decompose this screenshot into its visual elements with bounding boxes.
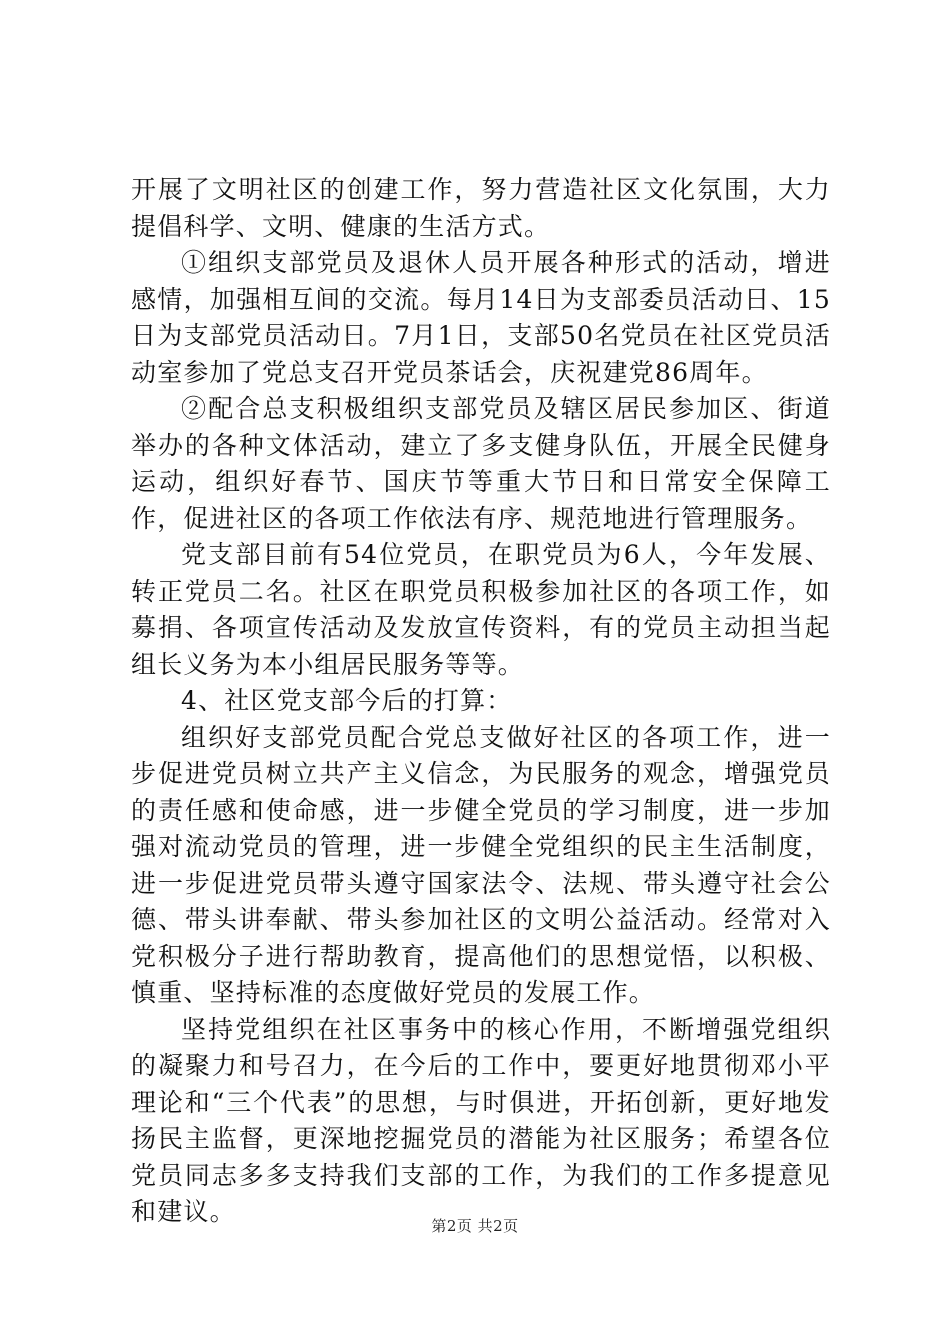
paragraph-1: 开展了文明社区的创建工作，努力营造社区文化氛围，大力提倡科学、文明、健康的生活方式。 (131, 175, 831, 241)
paragraph-5: 组织好支部党员配合党总支做好社区的各项工作，进一步促进党员树立共产主义信念，为民服务的观念，增强党员的责任感和使命感，进一步健全党员的学习制度，进一步加强对流动党员的管理，进一步健全党组织的民主生活制度，进一步促进党员带头遵守国家法令、法规、带头遵守社会公德、带头讲奉献、带头参加社区的文明公益活动。经常对入党积极分子进行帮助教育，提高他们的思想觉悟，以积极、慎重、坚持标准的态度做好党员的发展工作。 (131, 722, 831, 1007)
page-footer: 第2页 共2页 (431, 1217, 519, 1235)
paragraph-6: 坚持党组织在社区事务中的核心作用，不断增强党组织的凝聚力和号召力，在今后的工作中，要更好地贯彻邓小平理论和“三个代表”的思想，与时俱进，开拓创新，更好地发扬民主监督，更深地挖掘党员的潜能为社区服务；希望各位党员同志多多支持我们支部的工作，为我们的工作多提意见和建议。 (131, 1014, 831, 1226)
paragraph-2: ①组织支部党员及退休人员开展各种形式的活动，增进感情，加强相互间的交流。每月14日为支部委员活动日、15日为支部党员活动日。7月1日，支部50名党员在社区党员活动室参加了党总支召开党员茶话会，庆祝建党86周年。 (131, 248, 831, 387)
paragraph-4: 党支部目前有54位党员，在职党员为6人，今年发展、转正党员二名。社区在职党员积极参加社区的各项工作，如募捐、各项宣传活动及发放宣传资料，有的党员主动担当起组长义务为本小组居民服务等等。 (131, 540, 831, 679)
section-heading-4: 4、社区党支部今后的打算： (181, 686, 513, 715)
paragraph-3: ②配合总支积极组织支部党员及辖区居民参加区、街道举办的各种文体活动，建立了多支健身队伍，开展全民健身运动，组织好春节、国庆节等重大节日和日常安全保障工作，促进社区的各项工作依法有序、规范地进行管理服务。 (131, 394, 831, 533)
document-body (131, 172, 831, 1231)
